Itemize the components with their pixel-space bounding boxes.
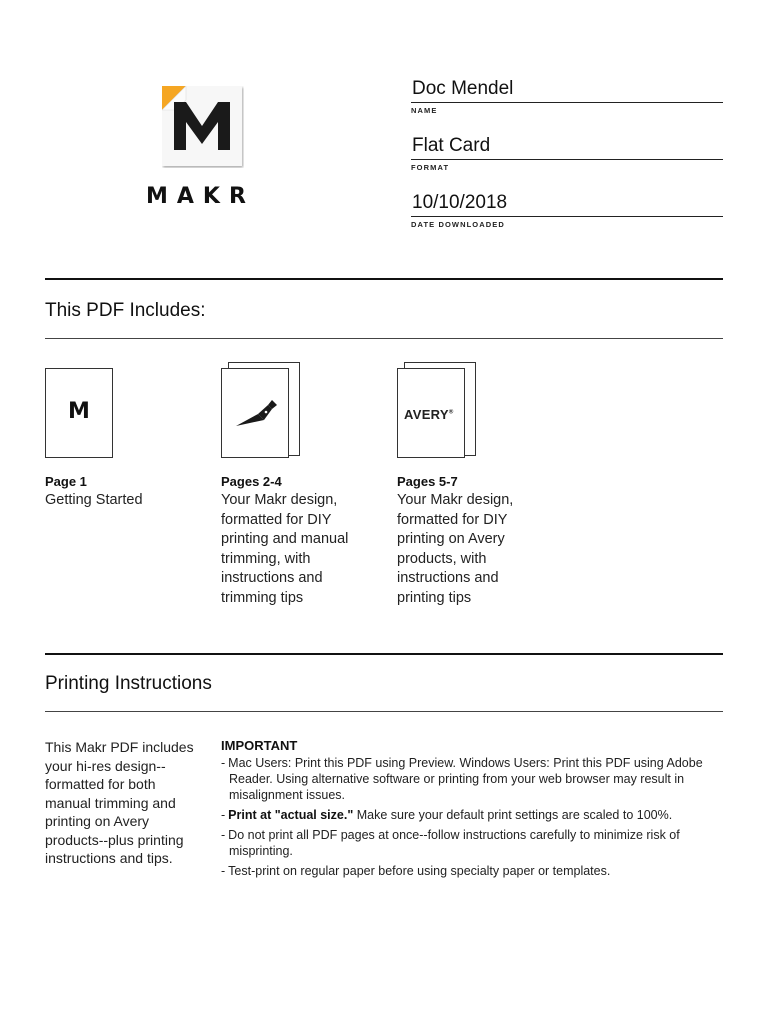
important-item bbox=[221, 863, 726, 879]
important-item-emphasis: Print at "actual size." bbox=[228, 808, 354, 822]
avery-logo bbox=[404, 407, 454, 422]
pages2-4-body: Your Makr design, formatted for DIY printing and manual trimming, with instructions and trimming tips bbox=[221, 492, 349, 606]
pages2-4-card bbox=[221, 362, 297, 460]
page1-body: Getting Started bbox=[45, 492, 143, 508]
name-value: Doc Mendel bbox=[412, 78, 514, 99]
includes-title: This PDF Includes: bbox=[45, 300, 206, 321]
important-notes bbox=[221, 738, 726, 883]
pages5-7-body: Your Makr design, formatted for DIY printing on Avery products, with instructions and printing tips bbox=[397, 492, 514, 606]
date-value: 10/10/2018 bbox=[412, 192, 508, 213]
date-underline bbox=[411, 216, 723, 217]
bullet-marker: - bbox=[221, 808, 226, 822]
bullet-marker: - bbox=[221, 864, 226, 878]
important-item-text: Make sure your default print settings are scaled to 100%. bbox=[353, 808, 673, 822]
name-field bbox=[411, 78, 723, 115]
page1-heading: Page 1 bbox=[45, 474, 87, 489]
craft-knife-icon bbox=[222, 369, 290, 459]
pages5-7-front-sheet bbox=[397, 368, 465, 458]
important-item-text: Mac Users: Print this PDF using Preview. Windows Users: Print this PDF using Adobe Reader. Using alternative software or printing from your web browser may result in misalignment issues. bbox=[228, 756, 703, 802]
includes-divider bbox=[45, 338, 723, 339]
format-value: Flat Card bbox=[412, 135, 491, 156]
printing-divider bbox=[45, 711, 723, 712]
makr-m-icon: M bbox=[68, 399, 90, 424]
important-item-text: Do not print all PDF pages at once--follow instructions carefully to minimize risk of misprinting. bbox=[228, 828, 680, 858]
bullet-marker: - bbox=[221, 756, 226, 770]
pages2-4-description bbox=[221, 474, 391, 608]
pages2-4-front-sheet bbox=[221, 368, 289, 458]
important-item bbox=[221, 755, 726, 803]
page1-card bbox=[45, 368, 115, 460]
important-item bbox=[221, 827, 726, 859]
date-field bbox=[411, 192, 723, 229]
important-item bbox=[221, 807, 726, 823]
section-divider-printing bbox=[45, 653, 723, 655]
name-underline bbox=[411, 102, 723, 103]
important-list bbox=[221, 755, 726, 879]
format-label: FORMAT bbox=[411, 163, 450, 172]
format-underline bbox=[411, 159, 723, 160]
avery-registered-mark: ® bbox=[448, 409, 454, 416]
format-field bbox=[411, 135, 723, 172]
pages5-7-card bbox=[397, 362, 473, 460]
important-item-text: Test-print on regular paper before using specialty paper or templates. bbox=[228, 864, 611, 878]
page1-description bbox=[45, 474, 205, 511]
makr-logo-badge bbox=[162, 86, 244, 168]
important-heading: IMPORTANT bbox=[221, 738, 298, 753]
bullet-marker: - bbox=[221, 828, 226, 842]
pages2-4-heading: Pages 2-4 bbox=[221, 474, 282, 489]
printing-intro: This Makr PDF includes your hi-res design--formatted for both manual trimming and printing on Avery products--plus printing instructions and tips. bbox=[45, 739, 194, 866]
section-divider-top bbox=[45, 278, 723, 280]
avery-logo-text: AVERY bbox=[404, 407, 449, 422]
pages5-7-heading: Pages 5-7 bbox=[397, 474, 458, 489]
pages5-7-description bbox=[397, 474, 567, 608]
makr-wordmark: MAKR bbox=[146, 184, 255, 209]
name-label: NAME bbox=[411, 106, 438, 115]
makr-logo-icon bbox=[162, 86, 244, 168]
printing-title: Printing Instructions bbox=[45, 673, 212, 694]
date-label: DATE DOWNLOADED bbox=[411, 220, 505, 229]
page1-sheet bbox=[45, 368, 113, 458]
